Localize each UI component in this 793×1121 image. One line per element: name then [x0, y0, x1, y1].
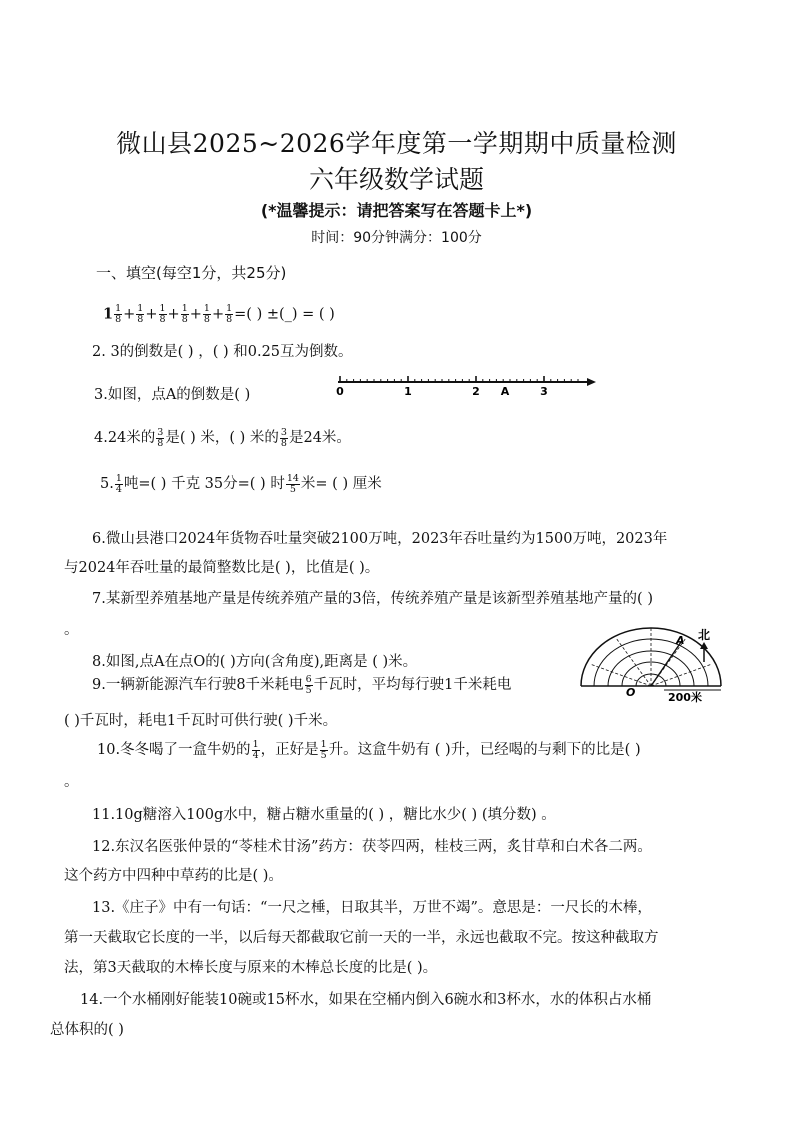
q10-fraction-1: $\frac{1}{4}$: [252, 738, 259, 761]
number-line-label-2: 2: [472, 385, 480, 398]
exam-subtitle: 六年级数学试题: [308, 165, 484, 194]
number-line-label-0: 0: [336, 385, 344, 398]
number-line-label-a: A: [500, 385, 510, 398]
north-arrowhead-icon: [700, 642, 708, 649]
q1-fraction: $\frac{1}{8}$: [181, 303, 188, 325]
scale-label: 200米: [668, 691, 702, 704]
q1-fraction: $\frac{1}{8}$: [137, 303, 144, 325]
question-8: 8.如图,点A在点O的( )方向(含角度),距离是 ( )米。: [92, 654, 418, 670]
question-3: 3.如图，点A的倒数是( ): [94, 387, 251, 403]
q5-fraction-meter: $\frac{14}{5}$: [286, 472, 299, 495]
question-12-line1: 12.东汉名医张仲景的“苓桂术甘汤”药方：茯苓四两，桂枝三两，炙甘草和白术各二两。: [92, 839, 652, 855]
q1-fraction: $\frac{1}{8}$: [115, 303, 122, 325]
question-2: 2. 3的倒数是( ) ，( ) 和0.25互为倒数。: [92, 344, 353, 360]
question-11: 11.10g糖溶入100g水中，糖占糖水重量的( ) ，糖比水少( ) (填分数) 。: [92, 807, 556, 823]
question-13-line1: 13.《庄子》中有一句话：“一尺之棰，日取其半，万世不竭”。意思是：一尺长的木棒，: [92, 900, 652, 916]
q4-fraction: $\frac{3}{8}$: [157, 426, 164, 449]
number-line-label-3: 3: [540, 385, 548, 398]
question-14-line2: 总体积的( ): [50, 1022, 124, 1038]
section-heading: 一、填空(每空1分，共25分): [96, 264, 287, 282]
question-6-line1: 6.微山县港口2024年货物吞吐量突破2100万吨，2023年吞吐量约为1500万吨，2023年: [92, 531, 668, 547]
north-label: 北: [697, 628, 711, 642]
q1-fraction: $\frac{1}{8}$: [226, 303, 233, 325]
exam-title: 微山县2025~2026学年度第一学期期中质量检测: [116, 129, 677, 158]
question-7-line1: 7.某新型养殖基地产量是传统养殖产量的3倍，传统养殖产量是该新型养殖基地产量的( ): [92, 591, 653, 607]
number-line-label-1: 1: [404, 385, 412, 398]
q9-fraction: $\frac{6}{5}$: [305, 673, 312, 696]
question-4: 4.24米的 $\frac{3}{8}$ 是( ) 米，( ) 米的 $\frac{3}{8}$ 是24米。: [94, 426, 351, 449]
oa-segment: [651, 642, 681, 686]
q1-number: 1: [103, 305, 114, 323]
q1-fraction: $\frac{1}{8}$: [203, 303, 210, 325]
point-o-label: O: [626, 686, 636, 699]
north-indicator: [692, 626, 716, 664]
q5-fraction-ton: $\frac{1}{4}$: [115, 472, 122, 495]
question-14-line1: 14.一个水桶刚好能装10碗或15杯水，如果在空桶内倒入6碗水和3杯水，水的体积占水桶: [80, 992, 652, 1008]
q1-fraction: $\frac{1}{8}$: [159, 303, 166, 325]
question-7-line2: 。: [64, 622, 79, 638]
question-10-line2: 。: [64, 774, 79, 790]
question-6-line2: 与2024年吞吐量的最简整数比是( )，比值是( )。: [64, 560, 380, 576]
question-12-line2: 这个药方中四种中草药的比是( )。: [64, 868, 283, 884]
question-10-line1: 10.冬冬喝了一盒牛奶的 $\frac{1}{4}$ ，正好是 $\frac{1}{5}$ 升。这盒牛奶有 ( )升，已经喝的与剩下的比是( ): [97, 738, 641, 761]
number-line-arrow: [587, 378, 596, 386]
number-line-figure: [333, 372, 598, 400]
question-5: 5. $\frac{1}{4}$ 吨=( ) 千克 35分=( ) 时 $\frac{14}{5}$ 米= ( ) 厘米: [100, 472, 382, 495]
q1-answer-blanks: =( ) ±(_) = ( ): [234, 306, 335, 323]
question-13-line2: 第一天截取它长度的一半，以后每天都截取它前一天的一半，永远也截取不完。按这种截取方: [64, 930, 659, 946]
question-9-line1: 9.一辆新能源汽车行驶8千米耗电 $\frac{6}{5}$ 千瓦时，平均每行驶1千米耗电: [92, 673, 512, 696]
q10-fraction-2: $\frac{1}{5}$: [320, 738, 327, 761]
question-1: 1 $\frac{1}{8}$ + $\frac{1}{8}$ + $\frac{1}{8}$ + $\frac{1}{8}$ + $\frac{1}{8}$ + $\frac{1}{8}$ =( ) ±(_) = ( ): [103, 303, 335, 325]
question-13-line3: 法，第3天截取的木棒长度与原来的木棒总长度的比是( )。: [64, 960, 438, 976]
q4-fraction: $\frac{3}{8}$: [280, 426, 287, 449]
question-9-line2: ( )千瓦时，耗电1千瓦时可供行驶( )千米。: [64, 713, 338, 729]
time-score-info: 时间：90分钟满分：100分: [311, 230, 482, 246]
point-a-label: A: [676, 634, 685, 647]
answer-sheet-notice: (*温馨提示：请把答案写在答题卡上*): [260, 201, 533, 220]
